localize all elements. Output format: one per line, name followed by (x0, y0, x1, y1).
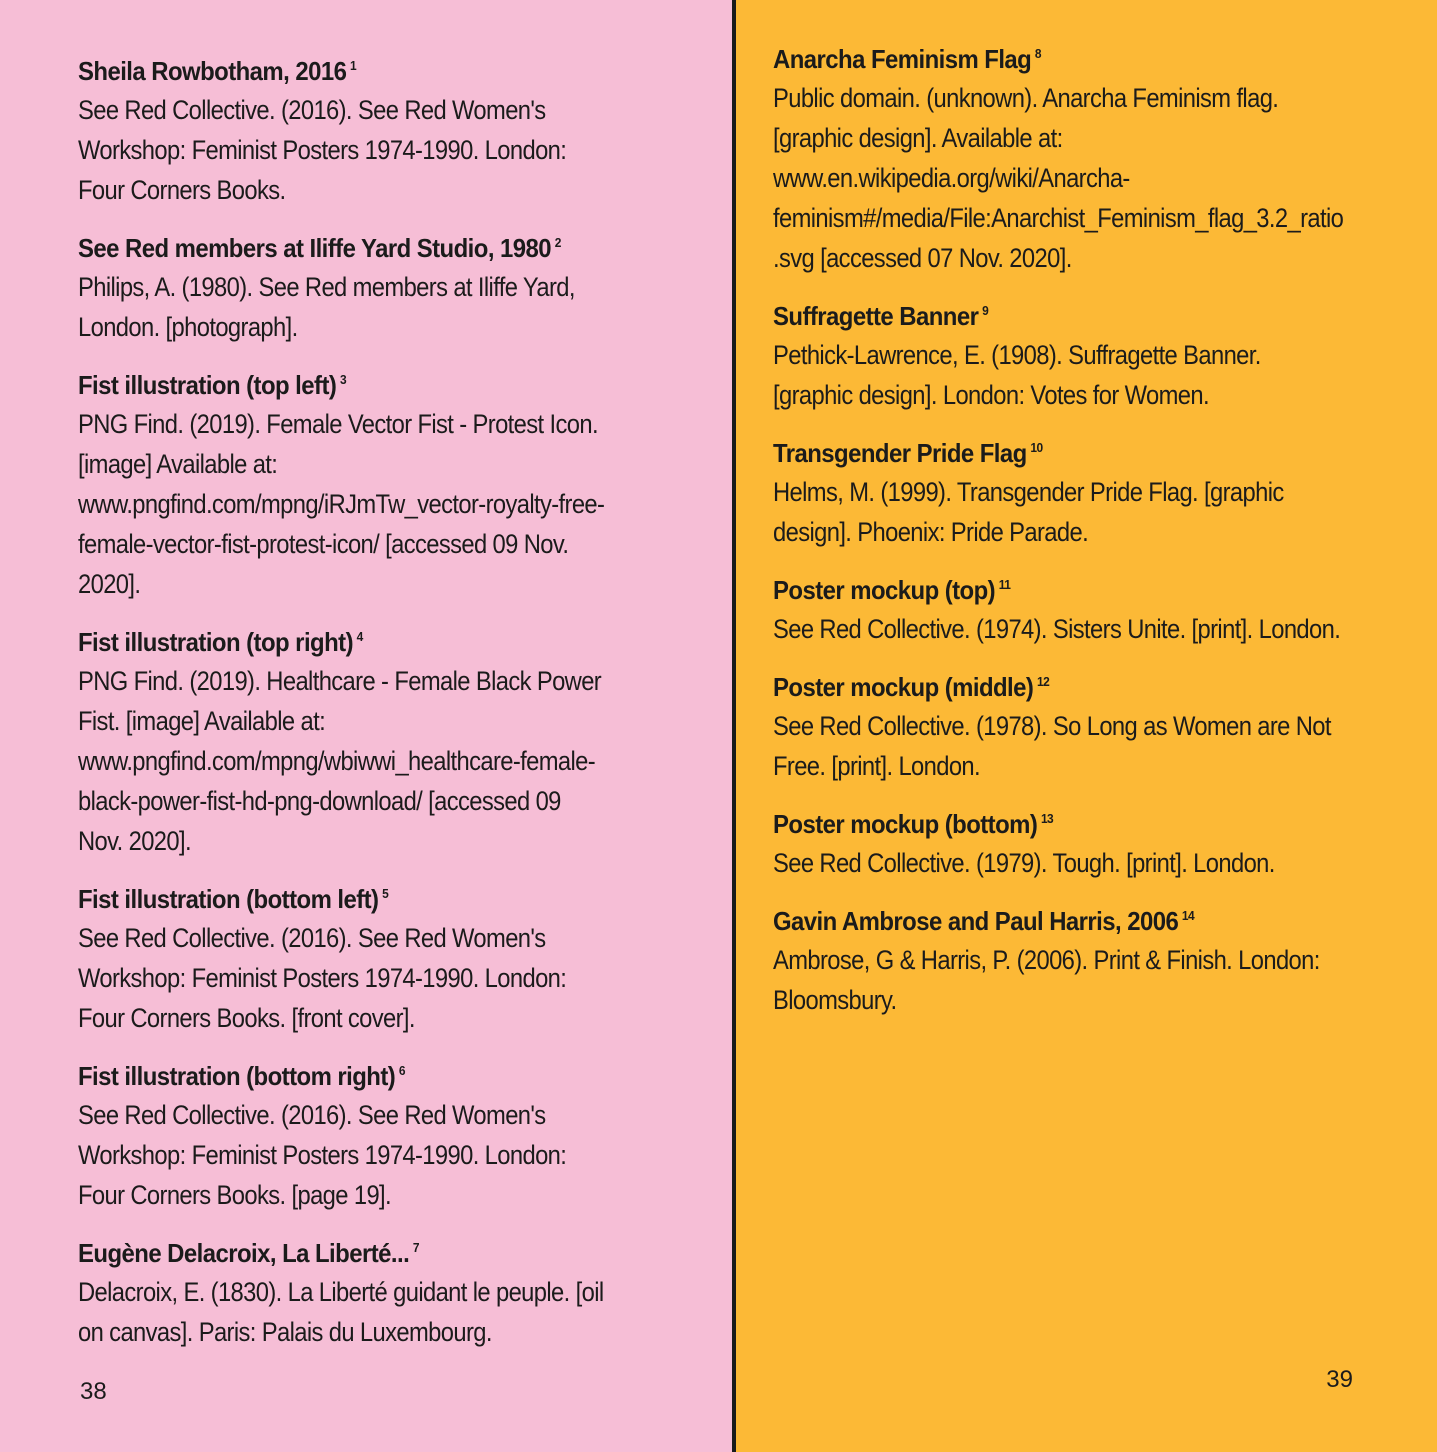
footnote-number: 11 (998, 577, 1011, 592)
right-page (736, 0, 1437, 1452)
footnote-number: 5 (382, 886, 389, 901)
footnote-number: 8 (1034, 46, 1042, 61)
reference-citation: See Red Collective. (2016). See Red Women's Workshop: Feminist Posters 1974-1990. London: Four Corners Books. [front cover]. (78, 923, 567, 1033)
reference-title: Suffragette Banner $^9$ (773, 301, 989, 331)
reference-entry (773, 40, 1397, 278)
page-number: 38 (80, 1378, 107, 1405)
reference-title: Fist illustration (top right) $^4$ (78, 627, 363, 657)
reference-citation: Delacroix, E. (1830). La Liberté guidant le peuple. [oil on canvas]. Paris: Palais du Luxembourg. (78, 1277, 604, 1347)
reference-title: Gavin Ambrose and Paul Harris, 2006 $^{14}$ (773, 906, 1195, 936)
reference-entry (78, 1234, 702, 1352)
footnote-number: 7 (412, 1240, 419, 1255)
reference-title: Anarcha Feminism Flag $^8$ (773, 44, 1042, 74)
reference-title: Fist illustration (top left) $^3$ (78, 370, 347, 400)
reference-citation: Pethick-Lawrence, E. (1908). Suffragette Banner. [graphic design]. London: Votes for Women. (773, 340, 1261, 410)
reference-entry (78, 366, 702, 604)
reference-entry (773, 805, 1397, 883)
reference-entry (78, 52, 702, 210)
reference-citation: Ambrose, G & Harris, P. (2006). Print & Finish. London: Bloomsbury. (773, 945, 1320, 1015)
footnote-number: 9 (982, 303, 989, 318)
reference-title: See Red members at Iliffe Yard Studio, 1980 $^2$ (78, 233, 561, 263)
reference-entry (773, 297, 1397, 415)
footnote-number: 10 (1030, 440, 1043, 455)
reference-entry (78, 1057, 702, 1215)
reference-citation: Philips, A. (1980). See Red members at Iliffe Yard, London. [photograph]. (78, 272, 575, 342)
footnote-number: 13 (1040, 811, 1054, 826)
footnote-number: 2 (554, 235, 561, 250)
reference-entry (773, 902, 1397, 1020)
reference-title: Transgender Pride Flag $^{10}$ (773, 438, 1043, 468)
reference-title: Eugène Delacroix, La Liberté... $^7$ (78, 1238, 419, 1268)
footnote-number: 3 (339, 372, 347, 387)
reference-entry (78, 880, 702, 1038)
page-number: 39 (1326, 1366, 1353, 1393)
reference-citation: Helms, M. (1999). Transgender Pride Flag. [graphic design]. Phoenix: Pride Parade. (773, 477, 1284, 547)
footnote-number: 12 (1037, 674, 1050, 689)
reference-citation: See Red Collective. (1979). Tough. [print]. London. (773, 848, 1275, 878)
reference-citation: See Red Collective. (2016). See Red Women's Workshop: Feminist Posters 1974-1990. London: Four Corners Books. [page 19]. (78, 1100, 567, 1210)
reference-entry (773, 571, 1397, 649)
reference-citation: See Red Collective. (1978). So Long as Women are Not Free. [print]. London. (773, 711, 1331, 781)
reference-entry (773, 668, 1397, 786)
reference-entry (78, 623, 702, 861)
reference-citation: Public domain. (unknown). Anarcha Feminism flag. [graphic design]. Available at: www.en.wikipedia.org/wiki/Anarcha-feminism#/media/File:Anarchist_Feminism_flag_3.2_ratio.svg [accessed 07 Nov. 2020]. (773, 83, 1344, 273)
reference-citation: PNG Find. (2019). Healthcare - Female Black Power Fist. [image] Available at: www.pngfind.com/mpng/wbiwwi_healthcare-female-black-power-fist-hd-png-download/ [accessed 09 Nov. 2020]. (78, 666, 602, 856)
reference-title: Poster mockup (top) $^{11}$ (773, 575, 1011, 605)
reference-citation: See Red Collective. (1974). Sisters Unite. [print]. London. (773, 614, 1341, 644)
reference-entry (78, 229, 702, 347)
reference-title: Poster mockup (middle) $^{12}$ (773, 672, 1050, 702)
reference-title: Fist illustration (bottom right) $^6$ (78, 1061, 405, 1091)
footnote-number: 6 (398, 1063, 405, 1078)
reference-citation: PNG Find. (2019). Female Vector Fist - Protest Icon. [image] Available at: www.pngfind.com/mpng/iRJmTw_vector-royalty-free-female-vector-fist-protest-icon/ [accessed 09 Nov. 2020]. (78, 409, 605, 599)
reference-entry (773, 434, 1397, 552)
reference-title: Fist illustration (bottom left) $^5$ (78, 884, 389, 914)
footnote-number: 14 (1181, 908, 1195, 923)
reference-title: Sheila Rowbotham, 2016 $^1$ (78, 56, 357, 86)
reference-citation: See Red Collective. (2016). See Red Women's Workshop: Feminist Posters 1974-1990. London: Four Corners Books. (78, 95, 567, 205)
reference-title: Poster mockup (bottom) $^{13}$ (773, 809, 1054, 839)
footnote-number: 4 (356, 629, 363, 644)
footnote-number: 1 (350, 58, 357, 73)
